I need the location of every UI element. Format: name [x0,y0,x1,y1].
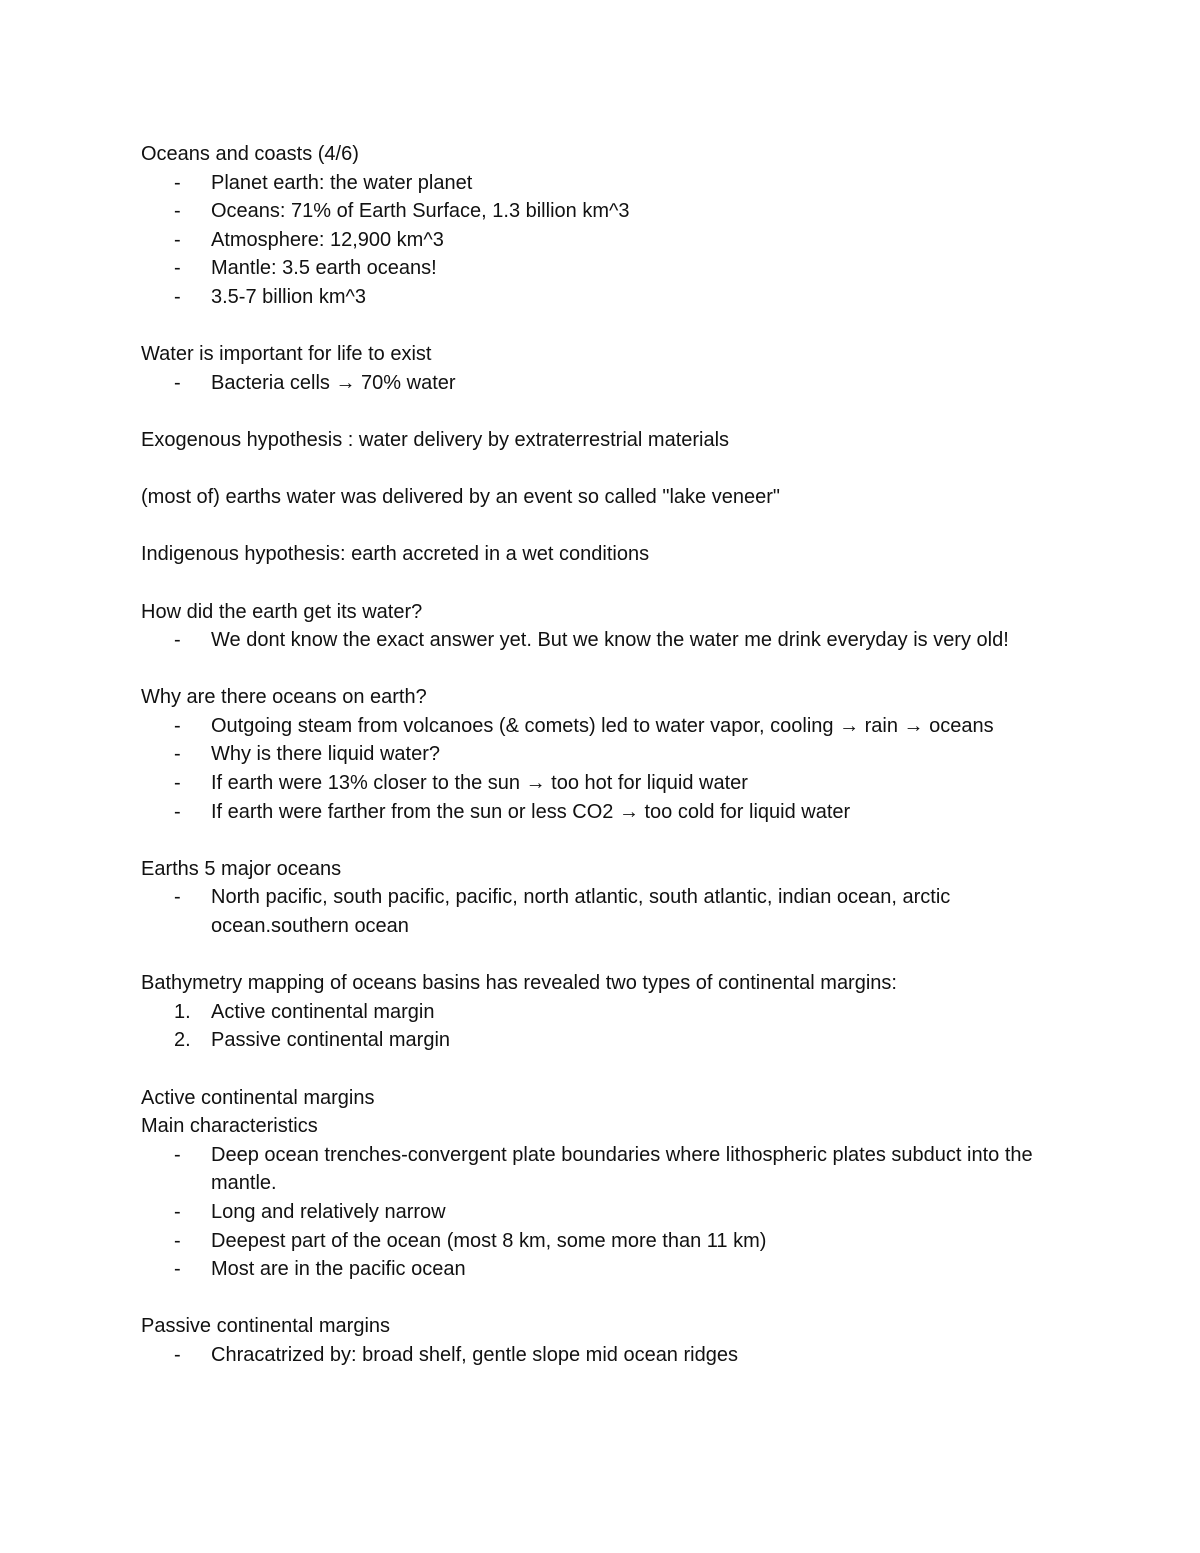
dash-bullet: - [174,371,181,394]
bullet-list [141,169,1071,312]
section-major-oceans [141,855,1071,941]
section-heading: Active continental margins [141,1086,375,1109]
list-item-text: Why is there liquid water? [211,743,440,766]
list-item [141,1255,1071,1284]
list-item [141,169,1071,198]
bullet-list [141,626,1071,655]
bullet-list [141,1341,1071,1370]
list-item-text: Chracatrized by: broad shelf, gentle slope mid ocean ridges [211,1343,738,1366]
list-item-text: North pacific, south pacific, pacific, north atlantic, south atlantic, indian ocean, arctic ocean.southern ocean [211,886,951,938]
section-exogenous-hypothesis [141,426,1071,455]
section-heading: Water is important for life to exist [141,343,432,366]
list-item-text: Deep ocean trenches-convergent plate boundaries where lithospheric plates subduct into the mantle. [211,1143,1033,1195]
list-item [141,998,1071,1027]
list-item [141,740,1071,769]
section-heading: Earths 5 major oceans [141,857,342,880]
list-item [141,197,1071,226]
list-item [141,712,1071,741]
list-item-text: Bacteria cells → 70% water [211,371,456,394]
list-item [141,798,1071,827]
section-heading: Passive continental margins [141,1315,391,1338]
section-why-oceans [141,683,1071,826]
list-item-text: If earth were farther from the sun or less CO2 → too cold for liquid water [211,800,851,823]
bullet-list [141,1141,1071,1284]
section-heading: Bathymetry mapping of oceans basins has revealed two types of continental margins: [141,972,897,995]
list-item [141,1026,1071,1055]
dash-bullet: - [174,1229,181,1252]
list-item [141,254,1071,283]
bullet-list [141,712,1071,826]
section-heading: (most of) earths water was delivered by an event so called "lake veneer" [141,486,780,509]
list-item [141,283,1071,312]
dash-bullet: - [174,200,181,223]
list-item-text: Mantle: 3.5 earth oceans! [211,257,437,280]
list-item [141,626,1071,655]
section-water-for-life [141,340,1071,397]
list-item-text: Oceans: 71% of Earth Surface, 1.3 billion km^3 [211,200,630,223]
dash-bullet: - [174,228,181,251]
section-heading: Exogenous hypothesis : water delivery by extraterrestrial materials [141,428,730,451]
list-item [141,369,1071,398]
section-indigenous-hypothesis [141,540,1071,569]
section-heading: How did the earth get its water? [141,600,423,623]
list-item-text: Most are in the pacific ocean [211,1258,466,1281]
section-lake-veneer [141,483,1071,512]
numbered-list [141,998,1071,1055]
section-heading: Oceans and coasts (4/6) [141,143,359,165]
bullet-list [141,369,1071,398]
list-number: 2. [174,1029,191,1052]
document-page [141,140,1071,1398]
section-oceans-and-coasts [141,140,1071,312]
section-main-characteristics [141,1112,1071,1284]
list-item-text: Atmosphere: 12,900 km^3 [211,228,444,251]
list-item-text: Active continental margin [211,1000,435,1023]
list-number: 1. [174,1000,191,1023]
dash-bullet: - [174,285,181,308]
dash-bullet: - [174,714,181,737]
dash-bullet: - [174,743,181,766]
dash-bullet: - [174,772,181,795]
list-item [141,1341,1071,1370]
dash-bullet: - [174,629,181,652]
dash-bullet: - [174,1200,181,1223]
list-item-text: If earth were 13% closer to the sun → too hot for liquid water [211,772,748,795]
section-heading: Main characteristics [141,1115,318,1138]
list-item [141,1198,1071,1227]
section-bathymetry [141,969,1071,1055]
dash-bullet: - [174,171,181,194]
list-item-text: Planet earth: the water planet [211,171,473,194]
section-passive-margins [141,1312,1071,1369]
list-item-text: Outgoing steam from volcanoes (& comets) led to water vapor, cooling → rain → oceans [211,714,994,737]
list-item-text: 3.5-7 billion km^3 [211,285,367,308]
section-how-earth-got-water [141,598,1071,655]
section-heading: Indigenous hypothesis: earth accreted in a wet conditions [141,543,650,566]
dash-bullet: - [174,886,181,909]
dash-bullet: - [174,257,181,280]
list-item-text: Deepest part of the ocean (most 8 km, some more than 11 km) [211,1229,767,1252]
list-item [141,883,1071,940]
section-active-margins [141,1084,1071,1113]
list-item [141,769,1071,798]
dash-bullet: - [174,1343,181,1366]
list-item-text: Long and relatively narrow [211,1200,446,1223]
dash-bullet: - [174,1258,181,1281]
list-item-text: Passive continental margin [211,1029,451,1052]
list-item [141,226,1071,255]
list-item [141,1141,1071,1198]
dash-bullet: - [174,1143,181,1166]
dash-bullet: - [174,800,181,823]
section-heading: Why are there oceans on earth? [141,686,427,709]
bullet-list [141,883,1071,940]
list-item [141,1227,1071,1256]
list-item-text: We dont know the exact answer yet. But we know the water me drink everyday is very old! [211,629,1009,652]
